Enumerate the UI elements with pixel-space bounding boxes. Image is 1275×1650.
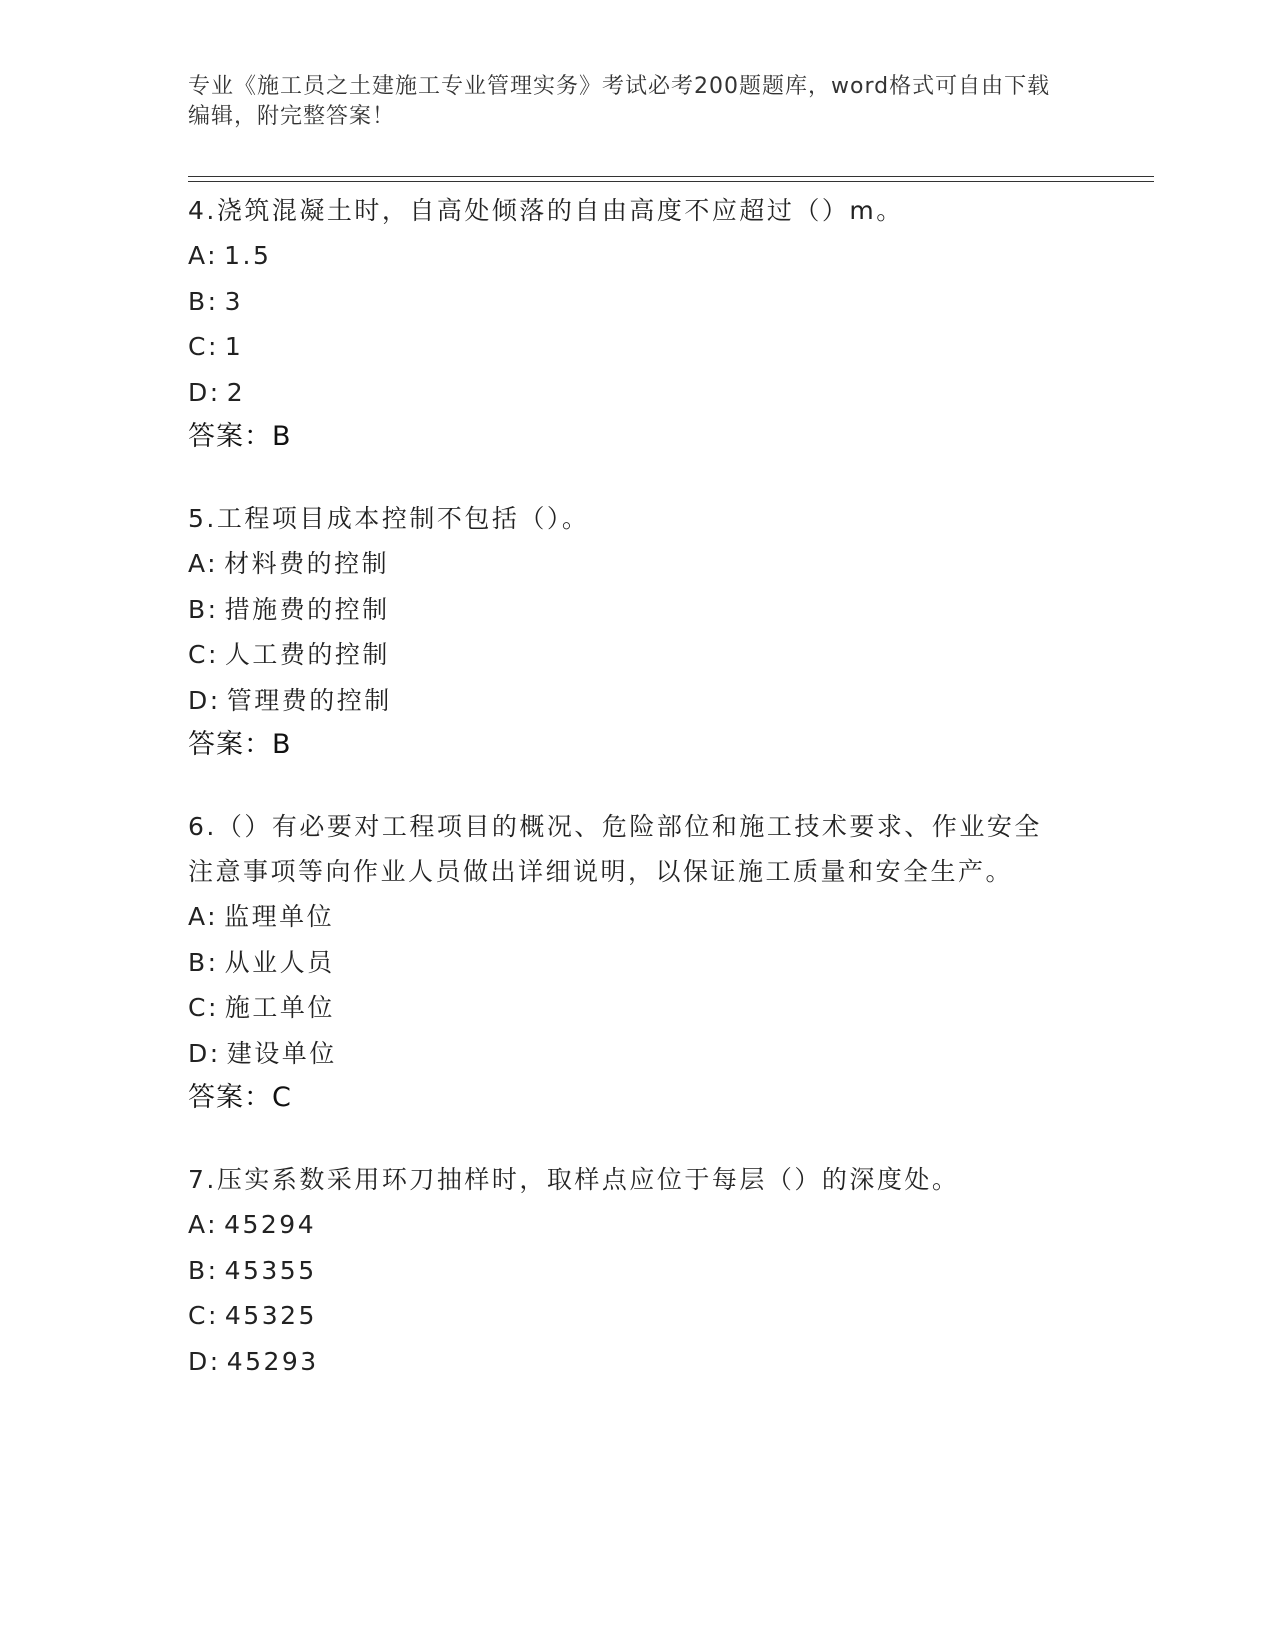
option-a	[188, 233, 1068, 279]
option-b	[188, 1248, 1068, 1294]
option-d	[188, 370, 1068, 416]
option-a	[188, 894, 1068, 940]
option-letter: D:	[188, 377, 221, 407]
option-text: 3	[224, 286, 243, 316]
option-letter: B:	[188, 286, 219, 316]
question-text: 5.工程项目成本控制不包括（）。	[188, 504, 590, 533]
option-a	[188, 541, 1068, 587]
option-letter: A:	[188, 241, 219, 270]
option-text: 施工单位	[224, 993, 335, 1022]
option-letter: A:	[188, 1210, 219, 1239]
option-b	[188, 587, 1068, 633]
option-letter: B:	[188, 1255, 219, 1285]
option-text: 建设单位	[226, 1038, 337, 1068]
option-text: 45294	[224, 1210, 317, 1239]
question-5	[188, 496, 1068, 767]
answer-label: 答案：B	[188, 421, 292, 452]
header-rule-bottom	[188, 181, 1154, 182]
answer-label: 答案：C	[188, 1082, 292, 1113]
option-text: 人工费的控制	[224, 640, 390, 669]
option-letter: A:	[188, 549, 219, 578]
option-text: 45355	[224, 1255, 317, 1285]
question-4	[188, 188, 1068, 459]
option-letter: C:	[188, 332, 219, 361]
option-text: 45325	[224, 1301, 317, 1330]
option-letter: B:	[188, 594, 219, 624]
option-c	[188, 985, 1068, 1031]
option-letter: D:	[188, 1346, 221, 1376]
option-text: 从业人员	[224, 947, 335, 977]
option-text: 2	[226, 377, 246, 407]
option-c	[188, 632, 1068, 678]
option-text: 1	[224, 332, 244, 361]
option-letter: C:	[188, 640, 219, 669]
option-d	[188, 1339, 1068, 1385]
option-b	[188, 279, 1068, 325]
option-a	[188, 1202, 1068, 1248]
question-7	[188, 1157, 1068, 1384]
answer-label: 答案：B	[188, 729, 292, 760]
option-b	[188, 940, 1068, 986]
option-letter: A:	[188, 902, 219, 931]
option-c	[188, 1293, 1068, 1339]
option-text: 材料费的控制	[224, 549, 390, 578]
option-letter: D:	[188, 685, 221, 715]
question-6	[188, 804, 1068, 1120]
option-text: 管理费的控制	[226, 685, 392, 715]
header-title: 专业《施工员之土建施工专业管理实务》考试必考200题题库，word格式可自由下载编辑，附完整答案！	[188, 74, 1051, 129]
question-text: 6.（）有必要对工程项目的概况、危险部位和施工技术要求、作业安全注意事项等向作业人员做出详细说明，以保证施工质量和安全生产。	[188, 812, 1042, 886]
option-letter: D:	[188, 1038, 221, 1068]
option-text: 措施费的控制	[224, 594, 390, 624]
option-letter: C:	[188, 1301, 219, 1330]
option-letter: B:	[188, 947, 219, 977]
question-text: 4.浇筑混凝土时，自高处倾落的自由高度不应超过（）m。	[188, 196, 904, 225]
option-text: 45293	[226, 1346, 319, 1376]
option-d	[188, 678, 1068, 724]
option-d	[188, 1031, 1068, 1077]
option-c	[188, 324, 1068, 370]
document-header	[188, 72, 1068, 132]
header-rule-top	[188, 176, 1154, 177]
option-text: 1.5	[224, 241, 272, 270]
option-letter: C:	[188, 993, 219, 1022]
question-text: 7.压实系数采用环刀抽样时，取样点应位于每层（）的深度处。	[188, 1165, 960, 1194]
option-text: 监理单位	[224, 902, 335, 931]
question-list	[188, 188, 1068, 1421]
